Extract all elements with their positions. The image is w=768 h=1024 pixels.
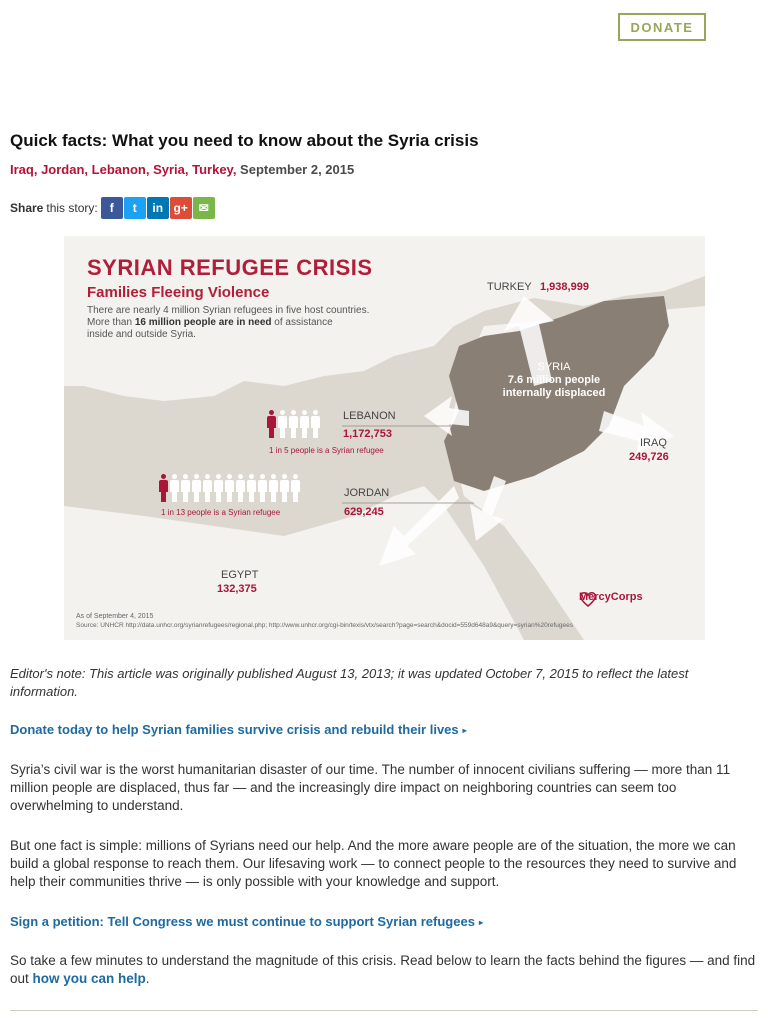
person-icon xyxy=(258,474,267,502)
person-icon xyxy=(278,410,287,438)
person-icon xyxy=(291,474,300,502)
desc-line-2c: of assistance xyxy=(271,317,333,328)
tag-link-turkey[interactable]: Turkey xyxy=(192,162,233,177)
turkey-label: TURKEY xyxy=(487,281,532,293)
tag-link-lebanon[interactable]: Lebanon xyxy=(91,162,146,177)
donate-cta-text: Donate today to help Syrian families survive crisis and rebuild their lives xyxy=(10,722,459,737)
desc-line-3: inside and outside Syria. xyxy=(87,329,196,340)
refugee-person-icon xyxy=(267,410,276,438)
donate-cta-link[interactable] xyxy=(10,722,467,737)
person-icon xyxy=(269,474,278,502)
petition-cta-link[interactable] xyxy=(10,914,483,929)
person-icon xyxy=(225,474,234,502)
jordan-ratio: 1 in 13 people is a Syrian refugee xyxy=(161,508,281,517)
syria-line-2: internally displaced xyxy=(502,387,606,399)
tag-separator: , xyxy=(84,162,92,177)
desc-line-2 xyxy=(87,317,407,329)
how-you-can-help-link[interactable]: how you can help xyxy=(32,971,146,986)
body-paragraph-2: But one fact is simple: millions of Syrians need our help. And the more aware people are of the situation, the more we can build a global response to reach them. Our lifesaving work — to connect people to the resources they need to survive and help their communities thrive — is only possible with your knowledge and support. xyxy=(10,838,737,889)
chevron-right-icon: ▸ xyxy=(478,918,483,928)
share-suffix: this story: xyxy=(46,201,98,215)
editors-note: Editor's note: This article was originally published August 13, 2013; it was updated October 7, 2015 to reflect the latest information. xyxy=(10,666,689,699)
person-icon xyxy=(300,410,309,438)
divider xyxy=(10,1010,758,1011)
person-icon xyxy=(311,410,320,438)
chevron-right-icon: ▸ xyxy=(462,726,467,736)
lebanon-ratio: 1 in 5 people is a Syrian refugee xyxy=(269,446,384,455)
body-paragraph-1: Syria’s civil war is the worst humanitarian disaster of our time. The number of innocent civilians suffering — more than 11 million people are displaced, thus far — and the increasingly dire impact on neighboring countries can seem too overwhelming to understand. xyxy=(10,762,731,813)
person-icon xyxy=(170,474,179,502)
mercy-corps-logo-text: MercyCorps xyxy=(579,591,643,603)
person-icon xyxy=(203,474,212,502)
person-icon xyxy=(280,474,289,502)
share-label: Share xyxy=(10,201,44,215)
tag-separator: , xyxy=(145,162,154,177)
person-icon xyxy=(214,474,223,502)
tag-link-jordan[interactable]: Jordan xyxy=(41,162,85,177)
paragraph-3-text: So take a few minutes to understand the magnitude of this crisis. Read below to learn the facts behind the figures — and find out xyxy=(10,953,756,986)
turkey-value: 1,938,999 xyxy=(540,281,589,293)
syria-label-block xyxy=(474,361,634,400)
refugee-crisis-infographic xyxy=(64,236,705,640)
desc-line-2b: 16 million people are in need xyxy=(134,317,272,328)
tag-separator: , xyxy=(33,162,42,177)
lebanon-label: LEBANON xyxy=(343,410,396,422)
infographic-subtitle: Families Fleeing Violence xyxy=(87,284,270,301)
linkedin-icon[interactable]: in xyxy=(147,197,169,219)
person-icon xyxy=(192,474,201,502)
tag-list xyxy=(10,162,240,177)
syria-line-1: 7.6 million people xyxy=(507,374,601,386)
share-bar xyxy=(10,197,215,219)
iraq-label: IRAQ xyxy=(640,437,667,449)
infographic-title: SYRIAN REFUGEE CRISIS xyxy=(87,255,373,280)
email-icon[interactable]: ✉ xyxy=(193,197,215,219)
mercy-corps-logo xyxy=(579,591,643,603)
infographic-source: Source: UNHCR http://data.unhcr.org/syrianrefugees/regional.php; http://www.unhcr.org/cgi-bin/texis/vtx/search?page=search&docid=559d648a9&query=syrian%20refugees xyxy=(76,622,573,629)
twitter-icon[interactable]: t xyxy=(124,197,146,219)
jordan-people-pictogram xyxy=(159,474,300,502)
infographic-date: As of September 4, 2015 xyxy=(76,613,154,620)
lebanon-value: 1,172,753 xyxy=(343,428,392,440)
person-icon xyxy=(247,474,256,502)
desc-line-1: There are nearly 4 million Syrian refugees in five host countries. xyxy=(87,305,370,316)
jordan-label: JORDAN xyxy=(344,487,390,499)
tag-link-iraq[interactable]: Iraq xyxy=(10,162,34,177)
egypt-label: EGYPT xyxy=(221,569,259,581)
petition-cta-text: Sign a petition: Tell Congress we must continue to support Syrian refugees xyxy=(10,914,475,929)
share-icons xyxy=(101,197,215,219)
tag-separator: , xyxy=(232,162,241,177)
jordan-value: 629,245 xyxy=(344,506,384,518)
googleplus-icon[interactable]: g+ xyxy=(170,197,192,219)
body-paragraph-3 xyxy=(10,952,758,988)
egypt-value: 132,375 xyxy=(217,583,257,595)
syria-label: SYRIA xyxy=(537,361,571,373)
person-icon xyxy=(236,474,245,502)
tag-separator: , xyxy=(184,162,193,177)
refugee-person-icon xyxy=(159,474,168,502)
paragraph-3-end: . xyxy=(145,971,150,986)
tag-link-syria[interactable]: Syria xyxy=(153,162,185,177)
donate-button[interactable]: DONATE xyxy=(618,13,706,41)
infographic-description xyxy=(87,305,407,341)
lebanon-people-pictogram xyxy=(267,410,320,438)
page-title: Quick facts: What you need to know about the Syria crisis xyxy=(10,131,479,150)
mercy-corps-logo-icon xyxy=(579,591,597,607)
article-meta xyxy=(10,162,354,177)
article-date: September 2, 2015 xyxy=(240,162,355,177)
desc-line-2a: More than xyxy=(87,317,135,328)
iraq-value: 249,726 xyxy=(629,451,669,463)
person-icon xyxy=(289,410,298,438)
facebook-icon[interactable]: f xyxy=(101,197,123,219)
person-icon xyxy=(181,474,190,502)
